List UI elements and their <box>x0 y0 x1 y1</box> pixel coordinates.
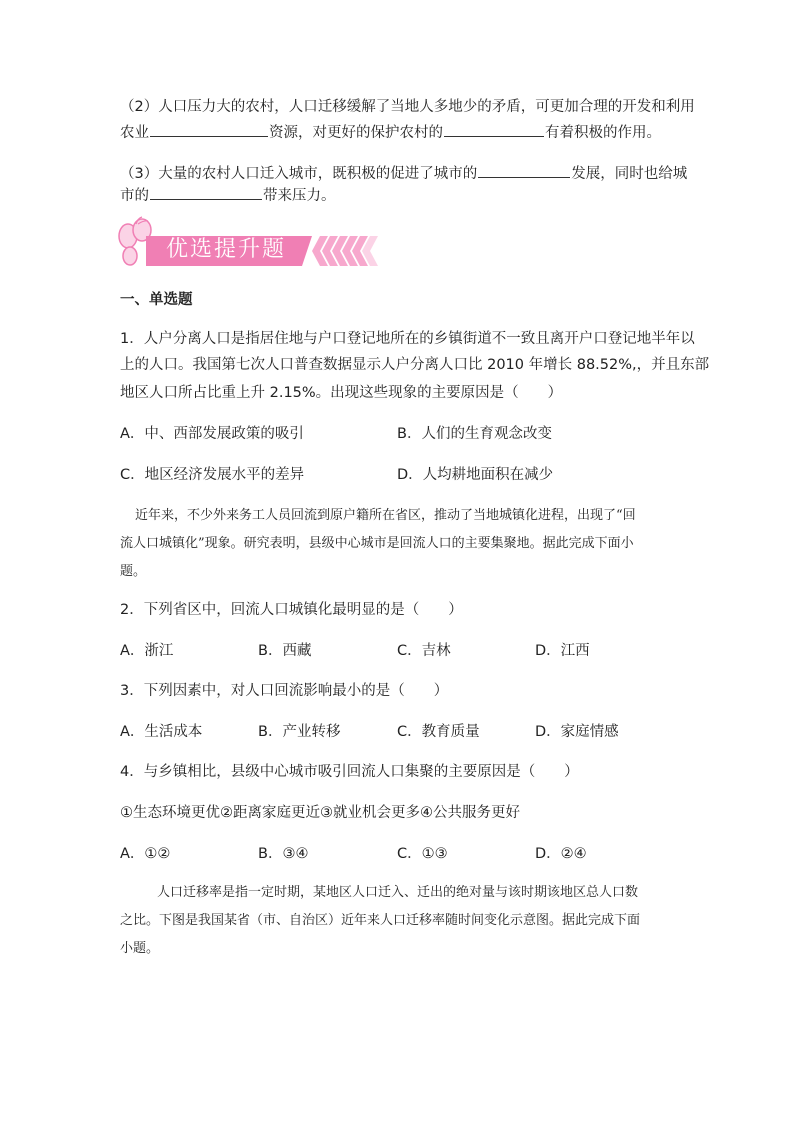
q2-stem: 2．下列省区中，回流人口城镇化最明显的是（ ） <box>120 602 463 618</box>
q2-option-d[interactable]: D．江西 <box>535 643 590 659</box>
text: （3）大量的农村人口迁入城市，既积极的促进了城市的 <box>120 166 478 182</box>
q3-option-b[interactable]: B．产业转移 <box>258 724 341 740</box>
q2-option-a[interactable]: A．浙江 <box>120 643 174 659</box>
q2-option-c[interactable]: C．吉林 <box>397 643 451 659</box>
text: 带来压力。 <box>263 188 336 204</box>
text: 发展，同时也给城 <box>571 166 688 182</box>
q1-option-a[interactable]: A．中、西部发展政策的吸引 <box>120 426 304 442</box>
banner-title: 优选提升题 <box>166 237 287 262</box>
section-heading: 一、单选题 <box>120 292 193 308</box>
text: 有着积极的作用。 <box>545 125 661 141</box>
q4-stem: 4．与乡镇相比，县级中心城市吸引回流人口集聚的主要原因是（ ） <box>120 764 579 780</box>
passage2-line1: 人口迁移率是指一定时期，某地区人口迁入、迁出的绝对量与该时期该地区总人口数 <box>157 885 639 900</box>
q-prev-item2-line1: （2）人口压力大的农村，人口迁移缓解了当地人多地少的矛盾，可更加合理的开发和利用 <box>120 99 695 115</box>
q1-stem-line1: 1．人户分离人口是指居住地与户口登记地所在的乡镇街道不一致且离开户口登记地半年以 <box>120 331 695 347</box>
text: 市的 <box>120 188 149 204</box>
text: 资源，对更好的保护农村的 <box>269 125 443 141</box>
q4-option-b[interactable]: B．③④ <box>258 846 309 862</box>
passage1-line1: 近年来，不少外来务工人员回流到原户籍所在省区，推动了当地城镇化进程，出现了“回 <box>135 508 636 523</box>
fill-blank[interactable] <box>444 122 544 137</box>
q1-option-b[interactable]: B．人们的生育观念改变 <box>397 426 552 442</box>
section-banner <box>116 216 378 274</box>
fill-blank[interactable] <box>150 185 262 200</box>
q1-option-c[interactable]: C．地区经济发展水平的差异 <box>120 467 305 483</box>
q4-items: ①生态环境更优②距离家庭更近③就业机会更多④公共服务更好 <box>120 805 520 821</box>
q4-option-a[interactable]: A．①② <box>120 846 171 862</box>
text: 农业 <box>120 125 149 141</box>
q-prev-item3-line2 <box>120 185 336 206</box>
q1-option-d[interactable]: D．人均耕地面积在减少 <box>397 467 554 483</box>
q1-stem-line3: 地区人口所占比重上升 2.15%。出现这些现象的主要原因是（ ） <box>120 385 563 401</box>
q3-stem: 3．下列因素中，对人口回流影响最小的是（ ） <box>120 683 449 699</box>
q1-stem-line2: 上的人口。我国第七次人口普查数据显示人户分离人口比 2010 年增长 88.52%,，并且东部 <box>120 357 710 373</box>
passage1-line3: 题。 <box>120 564 147 579</box>
passage2-line2: 之比。下图是我国某省（市、自治区）近年来人口迁移率随时间变化示意图。据此完成下面 <box>120 913 641 928</box>
fill-blank[interactable] <box>150 122 268 137</box>
q3-option-c[interactable]: C．教育质量 <box>397 724 480 740</box>
q3-option-a[interactable]: A．生活成本 <box>120 724 203 740</box>
fill-blank[interactable] <box>478 163 570 178</box>
q-prev-item2-line2 <box>120 122 661 143</box>
passage2-line3: 小题。 <box>120 941 160 956</box>
q4-option-d[interactable]: D．②④ <box>535 846 587 862</box>
q4-option-c[interactable]: C．①③ <box>397 846 448 862</box>
q2-option-b[interactable]: B．西藏 <box>258 643 312 659</box>
q-prev-item3-line1 <box>120 163 687 184</box>
passage1-line2: 流人口城镇化”现象。研究表明，县级中心城市是回流人口的主要集聚地。据此完成下面小 <box>120 536 634 551</box>
q3-option-d[interactable]: D．家庭情感 <box>535 724 619 740</box>
